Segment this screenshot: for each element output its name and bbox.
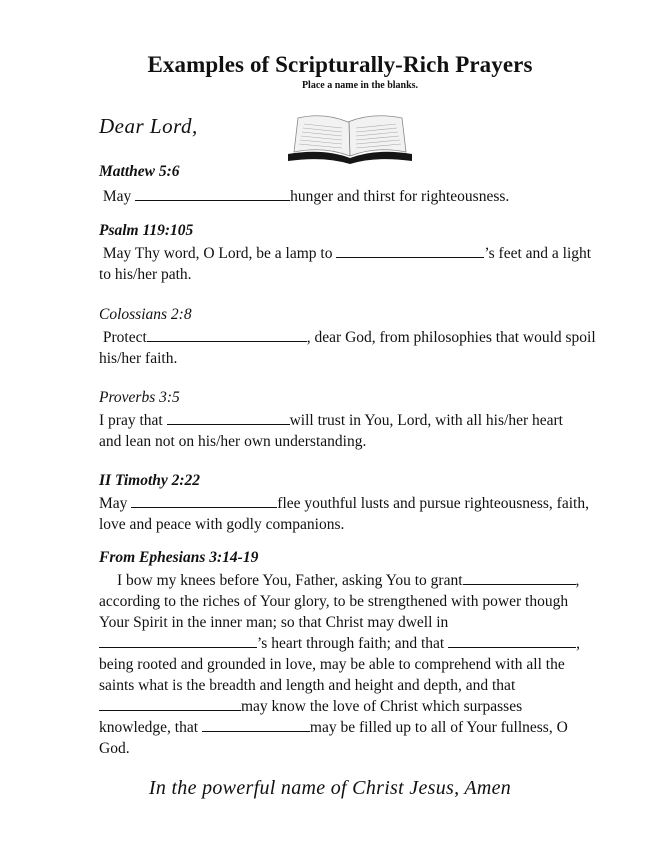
name-blank[interactable] [202,718,310,732]
prayer-text [99,327,629,369]
prayer-text-segment: his/her faith. [99,350,178,367]
prayer-text-segment: according to the riches of Your glory, to be strengthened with power though [99,593,569,610]
prayer-text-segment: May [102,188,132,205]
prayer-text-segment: being rooted and grounded in love, may be able to comprehend with all the [99,656,565,673]
prayer-text-segment: , [576,635,580,652]
prayer-text-segment: May Thy word, O Lord, be a lamp to [102,245,333,262]
scripture-reference: Psalm 119:105 [99,222,194,239]
prayer-colossians-2-8 [99,305,629,369]
prayer-text-segment: knowledge, that [99,719,199,736]
prayer-text-segment: , dear God, from philosophies that would spoil [306,329,596,346]
scripture-reference: Proverbs 3:5 [99,389,180,406]
prayer-matthew-5-6 [99,162,629,207]
prayer-psalm-119-105 [99,221,629,285]
prayer-text-segment: I pray that [99,412,163,429]
prayer-text-segment: may be filled up to all of Your fullness, O [309,719,568,736]
page-subtitle: Place a name in the blanks. [301,80,419,91]
prayer-text-segment: to his/her path. [99,266,192,283]
prayer-text [99,410,629,452]
prayer-text-segment: , [575,572,580,589]
name-blank[interactable] [167,411,290,425]
prayer-text [99,570,629,759]
prayer-proverbs-3-5 [99,388,629,452]
scripture-reference: Matthew 5:6 [99,163,180,180]
prayer-text-segment: hunger and thirst for righteousness. [290,188,510,205]
prayer-text-segment: flee youthful lusts and pursue righteousness, faith, [277,495,589,512]
prayer-text-segment: will trust in You, Lord, with all his/her heart [289,412,563,429]
prayer-text [99,493,629,535]
name-blank[interactable] [463,571,576,585]
closing-line: In the powerful name of Christ Jesus, Amen [148,777,512,799]
name-blank[interactable] [99,634,257,648]
prayer-text-segment: God. [99,740,130,757]
prayer-text-segment: saints what is the breadth and length and height and depth, and that [99,677,516,694]
prayer-text-segment: Protect [102,329,147,346]
prayer-text-segment: ’s heart through faith; and that [257,635,445,652]
prayer-2-timothy-2-22 [99,471,629,535]
open-bible-illustration [284,110,416,166]
prayer-text-segment: I bow my knees before You, Father, asking You to grant [117,572,463,589]
prayer-text [99,186,629,207]
prayer-text-segment: Your Spirit in the inner man; so that Christ may dwell in [99,614,449,631]
prayer-text-segment: may know the love of Christ which surpasses [241,698,523,715]
prayer-text [99,243,629,285]
prayer-text-segment: May [99,495,128,512]
scripture-reference: Colossians 2:8 [99,306,192,323]
prayer-text-segment: and lean not on his/her own understanding. [99,433,367,450]
name-blank[interactable] [99,697,241,711]
name-blank[interactable] [448,634,576,648]
name-blank[interactable] [147,328,307,342]
greeting: Dear Lord, [99,114,198,138]
prayer-ephesians-3-14-19 [99,548,629,759]
name-blank[interactable] [135,187,290,201]
name-blank[interactable] [336,244,484,258]
page-title: Examples of Scripturally-Rich Prayers [147,52,533,77]
prayer-text-segment: ’s feet and a light [484,245,592,262]
scripture-reference: II Timothy 2:22 [99,472,201,489]
name-blank[interactable] [131,494,277,508]
prayer-text-segment: love and peace with godly companions. [99,516,345,533]
scripture-reference: From Ephesians 3:14-19 [99,549,259,566]
